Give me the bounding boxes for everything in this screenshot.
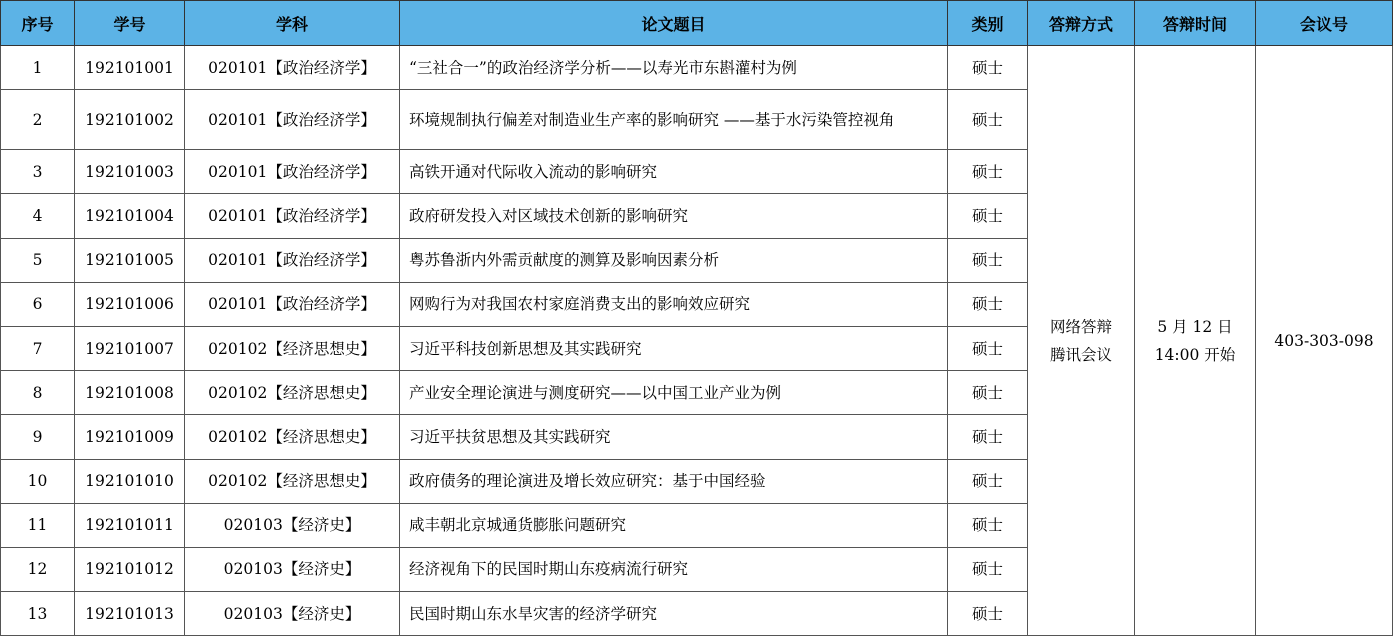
discipline-cell: 020101【政治经济学】 — [185, 46, 400, 90]
category-cell: 硕士 — [948, 326, 1028, 370]
student-id-cell: 192101012 — [75, 547, 185, 591]
thesis-title-cell: “三社合一”的政治经济学分析——以寿光市东斟灌村为例 — [400, 46, 948, 90]
category-cell: 硕士 — [948, 150, 1028, 194]
thesis-title-cell: 高铁开通对代际收入流动的影响研究 — [400, 150, 948, 194]
category-cell: 硕士 — [948, 459, 1028, 503]
category-cell: 硕士 — [948, 46, 1028, 90]
seq-cell: 13 — [1, 592, 75, 636]
student-id-cell: 192101008 — [75, 371, 185, 415]
seq-cell: 5 — [1, 238, 75, 282]
meeting-id-cell: 403-303-098 — [1256, 46, 1393, 636]
category-cell: 硕士 — [948, 371, 1028, 415]
student-id-cell: 192101003 — [75, 150, 185, 194]
discipline-cell: 020101【政治经济学】 — [185, 282, 400, 326]
thesis-title-cell: 习近平扶贫思想及其实践研究 — [400, 415, 948, 459]
seq-cell: 12 — [1, 547, 75, 591]
student-id-cell: 192101011 — [75, 503, 185, 547]
discipline-cell: 020101【政治经济学】 — [185, 194, 400, 238]
thesis-title-cell: 产业安全理论演进与测度研究——以中国工业产业为例 — [400, 371, 948, 415]
defense-mode-cell — [1028, 46, 1135, 636]
table-row — [1, 46, 1393, 90]
student-id-cell: 192101001 — [75, 46, 185, 90]
seq-cell: 6 — [1, 282, 75, 326]
seq-cell: 7 — [1, 326, 75, 370]
thesis-title-cell: 网购行为对我国农村家庭消费支出的影响效应研究 — [400, 282, 948, 326]
defense-start-time: 14:00 开始 — [1154, 345, 1236, 364]
defense-date: 5 月 12 日 — [1157, 317, 1233, 336]
defense-time-cell — [1135, 46, 1256, 636]
header-defense-time: 答辩时间 — [1135, 1, 1256, 46]
defense-mode-line1: 网络答辩 — [1049, 317, 1112, 336]
discipline-cell: 020102【经济思想史】 — [185, 415, 400, 459]
thesis-title-cell: 经济视角下的民国时期山东疫病流行研究 — [400, 547, 948, 591]
category-cell: 硕士 — [948, 194, 1028, 238]
category-cell: 硕士 — [948, 592, 1028, 636]
seq-cell: 1 — [1, 46, 75, 90]
discipline-cell: 020102【经济思想史】 — [185, 371, 400, 415]
seq-cell: 8 — [1, 371, 75, 415]
seq-cell: 9 — [1, 415, 75, 459]
student-id-cell: 192101002 — [75, 90, 185, 150]
student-id-cell: 192101010 — [75, 459, 185, 503]
discipline-cell: 020101【政治经济学】 — [185, 150, 400, 194]
student-id-cell: 192101006 — [75, 282, 185, 326]
header-category: 类别 — [948, 1, 1028, 46]
header-title: 论文题目 — [400, 1, 948, 46]
thesis-title-cell: 民国时期山东水旱灾害的经济学研究 — [400, 592, 948, 636]
seq-cell: 4 — [1, 194, 75, 238]
discipline-cell: 020103【经济史】 — [185, 547, 400, 591]
discipline-cell: 020101【政治经济学】 — [185, 90, 400, 150]
category-cell: 硕士 — [948, 547, 1028, 591]
seq-cell: 11 — [1, 503, 75, 547]
category-cell: 硕士 — [948, 415, 1028, 459]
header-row — [1, 1, 1393, 46]
discipline-cell: 020101【政治经济学】 — [185, 238, 400, 282]
category-cell: 硕士 — [948, 238, 1028, 282]
table-body — [1, 46, 1393, 636]
category-cell: 硕士 — [948, 90, 1028, 150]
header-meeting-id: 会议号 — [1256, 1, 1393, 46]
seq-cell: 2 — [1, 90, 75, 150]
student-id-cell: 192101004 — [75, 194, 185, 238]
seq-cell: 10 — [1, 459, 75, 503]
thesis-title-cell: 环境规制执行偏差对制造业生产率的影响研究 ——基于水污染管控视角 — [400, 90, 948, 150]
seq-cell: 3 — [1, 150, 75, 194]
discipline-cell: 020103【经济史】 — [185, 503, 400, 547]
thesis-title-cell: 咸丰朝北京城通货膨胀问题研究 — [400, 503, 948, 547]
student-id-cell: 192101013 — [75, 592, 185, 636]
student-id-cell: 192101005 — [75, 238, 185, 282]
thesis-title-cell: 习近平科技创新思想及其实践研究 — [400, 326, 948, 370]
header-seq: 序号 — [1, 1, 75, 46]
thesis-title-cell: 政府研发投入对区域技术创新的影响研究 — [400, 194, 948, 238]
header-discipline: 学科 — [185, 1, 400, 46]
category-cell: 硕士 — [948, 282, 1028, 326]
thesis-title-cell: 粤苏鲁浙内外需贡献度的测算及影响因素分析 — [400, 238, 948, 282]
header-defense-mode: 答辩方式 — [1028, 1, 1135, 46]
discipline-cell: 020102【经济思想史】 — [185, 459, 400, 503]
discipline-cell: 020103【经济史】 — [185, 592, 400, 636]
category-cell: 硕士 — [948, 503, 1028, 547]
defense-mode-line2: 腾讯会议 — [1049, 345, 1112, 364]
thesis-title-cell: 政府债务的理论演进及增长效应研究：基于中国经验 — [400, 459, 948, 503]
student-id-cell: 192101009 — [75, 415, 185, 459]
header-student-id: 学号 — [75, 1, 185, 46]
discipline-cell: 020102【经济思想史】 — [185, 326, 400, 370]
student-id-cell: 192101007 — [75, 326, 185, 370]
